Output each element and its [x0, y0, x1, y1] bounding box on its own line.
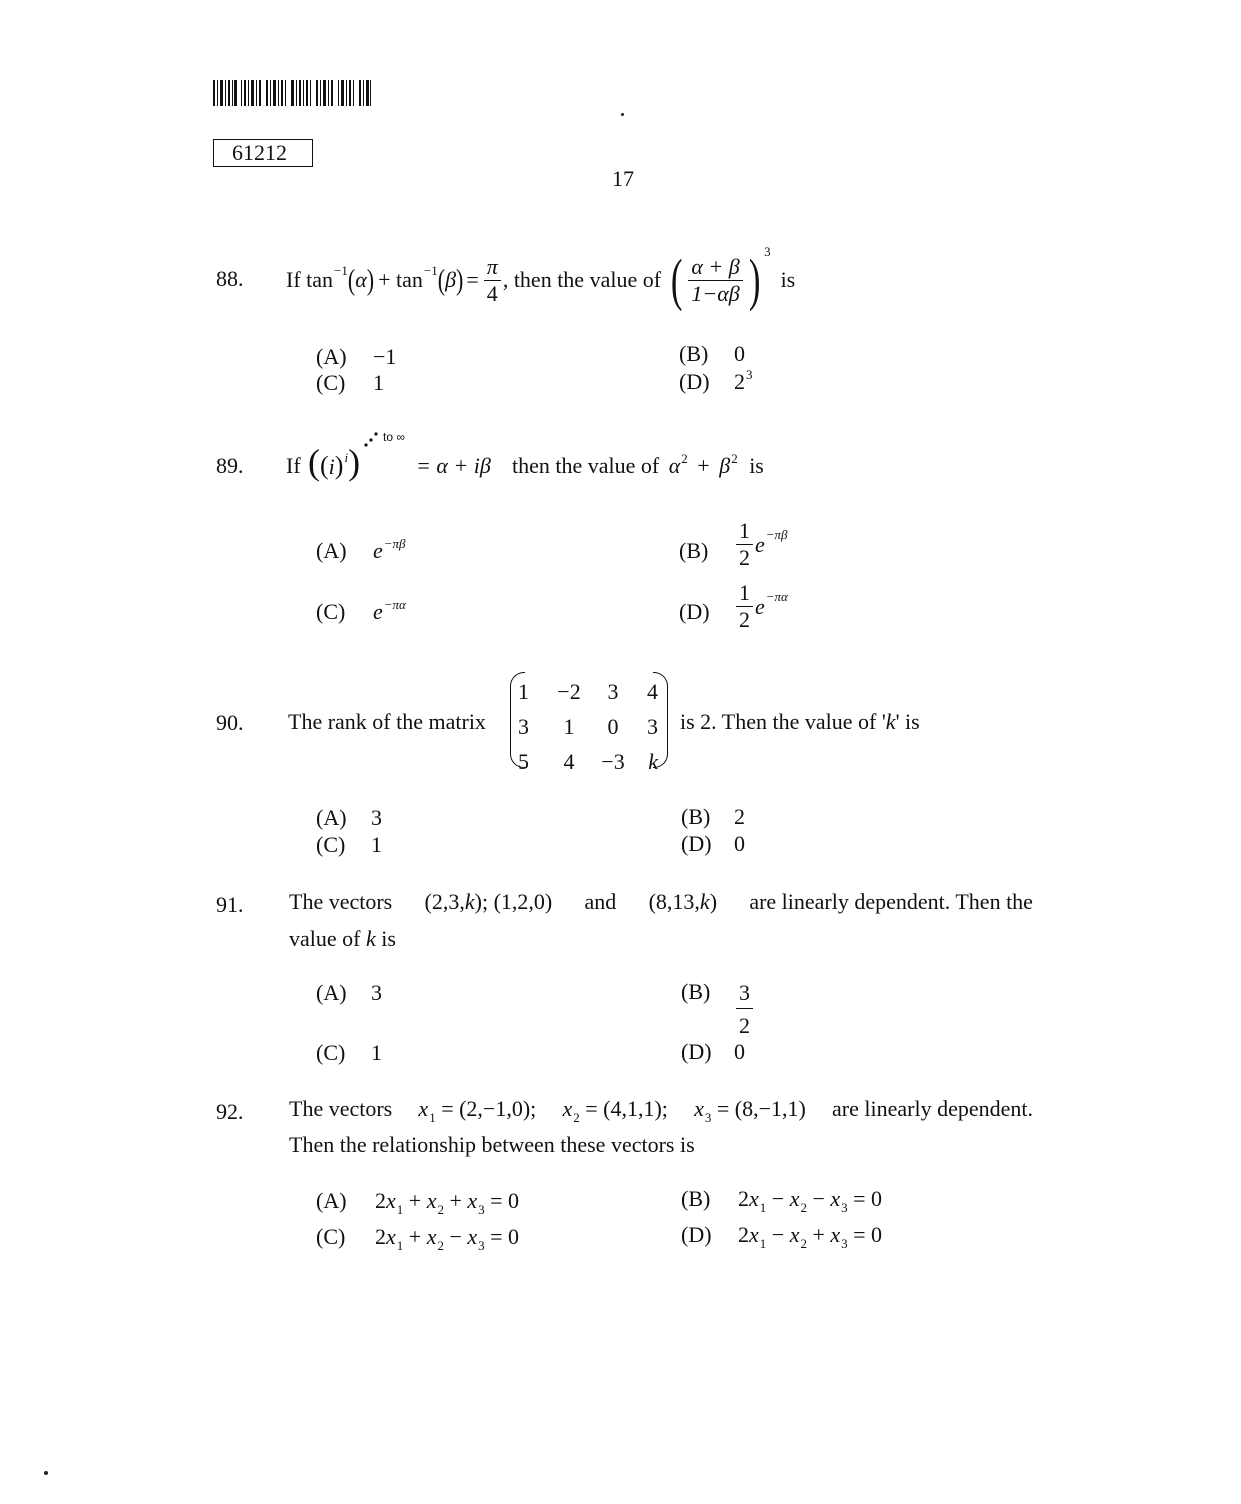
q90-post: is 2. Then the value of 'k' is	[680, 709, 920, 734]
barcode	[213, 80, 371, 106]
pi-over-4: $\frac{\pi}{4}$	[484, 256, 501, 305]
big-paren: )	[348, 442, 361, 482]
option-value: $2x_1 - x_2 - x_3 = 0$	[738, 1186, 883, 1215]
paren: (	[320, 451, 329, 480]
q88-eq: =	[466, 267, 479, 292]
option-value: 3	[371, 805, 382, 830]
big-paren: (	[308, 442, 320, 482]
exam-code: 61212	[232, 140, 287, 165]
q88-exponent: 3	[764, 244, 771, 259]
q90-pre: The rank of the matrix	[288, 709, 486, 734]
matrix-row: 3 1 0 3	[518, 713, 658, 739]
q92-line2: Then the relationship between these vectors is	[289, 1132, 695, 1157]
option-value: 1	[371, 832, 382, 857]
option-label: (B)	[681, 1186, 711, 1211]
question-number: 89.	[216, 453, 244, 478]
paren: )	[334, 451, 344, 480]
big-paren: )	[748, 247, 761, 312]
vector: (2,3,k); (1,2,0)	[424, 889, 553, 914]
option-value: $\frac{1}{2}$ e $^{-\pi\alpha}$	[734, 582, 788, 631]
vector-x1: $x_1 = (2,-1,0)$;	[418, 1096, 537, 1125]
option-value: $2x_1 + x_2 - x_3 = 0$	[375, 1224, 520, 1253]
paren: )	[366, 262, 375, 297]
vector-x2: $x_2 = (4,1,1)$;	[562, 1096, 668, 1125]
option-value: $e^{-\pi\beta}$	[373, 536, 406, 563]
option-value: $2x_1 + x_2 + x_3 = 0$	[375, 1188, 520, 1217]
option-label: (C)	[316, 599, 346, 624]
option-value: $2x_1 - x_2 + x_3 = 0$	[738, 1222, 883, 1251]
paren: (	[437, 262, 446, 297]
option-label: (C)	[316, 832, 346, 857]
q89-rhs: = α + iβ	[416, 453, 491, 478]
q88-pre: If tan	[286, 267, 334, 292]
option-label: (B)	[679, 341, 709, 366]
option-label: (D)	[679, 369, 710, 394]
q88-inv1: −1	[334, 262, 348, 278]
option-label: (C)	[316, 1040, 346, 1065]
q88-beta: β	[445, 267, 457, 292]
vector: (8,13,k)	[648, 889, 718, 914]
question-number: 88.	[216, 266, 244, 291]
option-label: (B)	[681, 979, 711, 1004]
option-label: (D)	[681, 831, 712, 856]
option-label: (A)	[316, 538, 347, 563]
dots-icon	[364, 430, 380, 448]
option-value: $\frac{1}{2}$ e $^{-\pi\beta}$	[734, 520, 788, 569]
option-value: $e^{-\pi\alpha}$	[373, 597, 406, 624]
option-label: (A)	[316, 344, 347, 369]
q88-alpha: α	[355, 267, 367, 292]
big-paren: (	[670, 247, 683, 312]
half-fraction: $\frac{1}{2}$	[736, 520, 753, 569]
speck	[621, 113, 624, 116]
option-label: (D)	[681, 1222, 712, 1247]
q89-mid: then the value of $\alpha^2 + \beta^2$ is	[512, 451, 764, 478]
half-fraction: $\frac{1}{2}$	[736, 582, 753, 631]
option-label: (A)	[316, 1188, 347, 1213]
option-label: (A)	[316, 805, 347, 830]
matrix	[518, 674, 664, 779]
q92-line1: The vectors $x_1 = (2,-1,0)$; $x_2 = (4,1,1)$; $x_3 = (8,-1,1)$ are linearly dependent.	[289, 1096, 1033, 1125]
vector-x3: $x_3 = (8,-1,1)$	[694, 1096, 806, 1125]
fraction: $\frac{3}{2}$	[736, 982, 753, 1037]
paren: )	[456, 262, 464, 297]
option-value: −1	[373, 344, 397, 369]
option-value: 0	[734, 831, 745, 856]
question-number: 91.	[216, 892, 244, 917]
option-value	[736, 982, 753, 1037]
option-value: 0	[734, 1039, 745, 1064]
option-value: 1	[371, 1040, 382, 1065]
q91-line2: value of k is	[289, 926, 396, 951]
option-label: (A)	[316, 980, 347, 1005]
matrix-row: 5 4 −3 k	[518, 748, 658, 774]
q88-fraction-group	[667, 244, 771, 312]
option-value: 1	[373, 370, 384, 395]
option-label: (D)	[679, 599, 710, 624]
q89-to-infinity: to ∞	[383, 430, 405, 444]
option-label: (B)	[681, 804, 711, 829]
question-number: 90.	[216, 710, 244, 735]
q88-fraction: $\frac{\alpha + \beta}{1-\alpha\beta}$	[688, 256, 742, 305]
option-value: 2	[734, 804, 745, 829]
q89-if: If	[286, 453, 301, 478]
q88-plus-tan: + tan	[378, 267, 423, 292]
q88-mid: , then the value of	[502, 267, 662, 292]
q88-end: is	[780, 267, 796, 292]
question-88-text	[286, 244, 796, 312]
q89-base: $((i)^i)$	[308, 442, 361, 482]
option-label: (B)	[679, 538, 709, 563]
matrix-row: 1 −2 3 4	[518, 678, 658, 704]
q88-inv2: −1	[423, 262, 438, 278]
option-value: 0	[734, 341, 745, 366]
page-number: 17	[612, 166, 634, 191]
paren: (	[347, 262, 356, 297]
speck	[44, 1471, 48, 1475]
option-label: (C)	[316, 370, 346, 395]
option-label: (D)	[681, 1039, 712, 1064]
question-number: 92.	[216, 1099, 244, 1124]
option-label: (C)	[316, 1224, 346, 1249]
option-value: 3	[371, 980, 382, 1005]
option-value: $2^3$	[734, 367, 753, 394]
q91-line1: The vectors (2,3,k); (1,2,0) and (8,13,k) are linearly dependent. Then the	[289, 889, 1033, 914]
